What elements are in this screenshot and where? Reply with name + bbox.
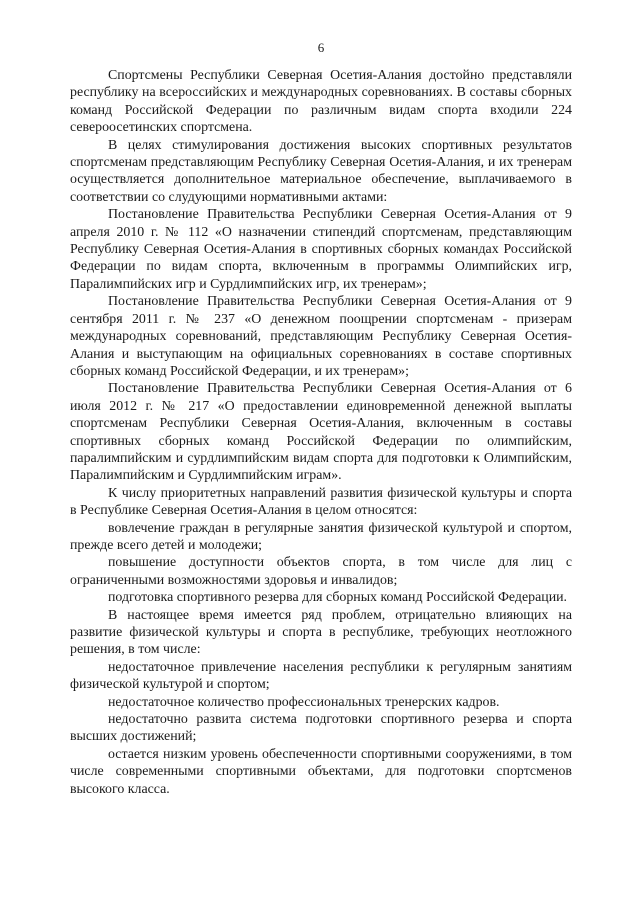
paragraph-material-support: В целях стимулирования достижения высоких спортивных результатов спортсменам представляющим Республику Северная Осетия-Алания, и их тренерам осуществляется дополнительное материальное обеспечение, выплачиваемого в соответствии со слудующими нормативными актами: [70, 137, 572, 205]
list-item-accessibility: повышение доступности объектов спорта, в том числе для лиц с ограниченными возможностями здоровья и инвалидов; [70, 555, 572, 588]
list-item-reserve-system: недостаточно развита система подготовки спортивного резерва и спорта высших достижений; [70, 712, 572, 745]
list-item-coaching-staff: недостаточное количество профессиональных тренерских кадров. [108, 694, 500, 710]
paragraph-resolution-217: Постановление Правительства Республики Северная Осетия-Алания от 6 июля 2012 г. № 217 «О предоставлении единовременной денежной выплаты спортсменам Республики Северная Осетия-Алания, включенным в составы спортивных сборных команд Российской Федерации по олимпийским, паралимпийским и сурдлимпийским видам спорта для подготовки к Олимпийским, Паралимпийским и Сурдлимпийским играм». [70, 381, 572, 484]
document-body [70, 67, 572, 798]
paragraph-resolution-112: Постановление Правительства Республики Северная Осетия-Алания от 9 апреля 2010 г. № 112 «О назначении стипендий спортсменам, представляющим Республику Северная Осетия-Алания в спортивных сборных командах Российской Федерации по видам спорта, включенным в программы Олимпийских игр, Паралимпийских игр и Сурдлимпийских игр, их тренерам»; [70, 207, 572, 292]
paragraph-resolution-237: Постановление Правительства Республики Северная Осетия-Алания от 9 сентября 2011 г. № 237 «О денежном поощрении спортсменам - призерам международных соревнований, представляющим Республику Северная Осетия-Алания и выступающим на официальных соревнованиях в составе спортивных сборных команд Российской Федерации, и их тренерам»; [70, 294, 572, 379]
list-item-insufficient-involvement: недостаточное привлечение населения республики к регулярным занятиям физической культурой и спортом; [70, 659, 572, 693]
paragraph-athletes-represented: Спортсмены Республики Северная Осетия-Алания достойно представляли республику на всероссийских и международных соревнованиях. В составы сборных команд Российской Федерации по различным видам спорта входили 224 североосетинских спортсмена. [70, 68, 572, 136]
document-page [70, 0, 572, 905]
paragraph-priority-directions: К числу приоритетных направлений развития физической культуры и спорта в Республике Северная Осетия-Алания в целом относятся: [70, 485, 572, 519]
page-number: 6 [317, 40, 325, 55]
list-item-sports-facilities: остается низким уровень обеспеченности спортивными сооружениями, в том числе современными спортивными объектами, для подготовки спортсменов высокого класса. [70, 746, 572, 797]
list-item-sports-reserve: подготовка спортивного резерва для сборных команд Российской Федерации. [108, 590, 568, 606]
paragraph-problems: В настоящее время имеется ряд проблем, отрицательно влияющих на развитие физической культуры и спорта в республике, требующих неотложного решения, в том числе: [70, 607, 572, 658]
list-item-involvement: вовлечение граждан в регулярные занятия физической культурой и спортом, прежде всего детей и молодежи; [70, 520, 572, 553]
